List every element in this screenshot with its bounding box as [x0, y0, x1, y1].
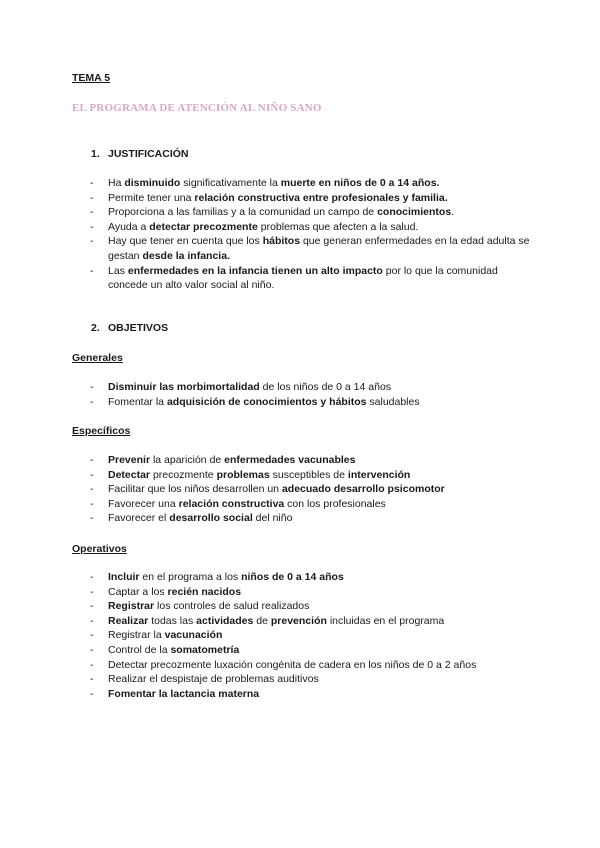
section-title: JUSTIFICACIÓN: [108, 148, 189, 160]
section-heading-objetivos: [91, 322, 168, 334]
list-item: [72, 658, 532, 673]
text: de los niños de 0 a 14 años: [259, 381, 392, 393]
dash-bullet: -: [90, 454, 94, 466]
section-number: 2.: [91, 322, 100, 334]
text: que generan enfermedades en la edad adulta se gestan: [108, 235, 530, 262]
bold-text: desde la infancia.: [142, 249, 230, 262]
text: Realizar el despistaje de problemas auditivos: [108, 673, 319, 686]
list-item: [72, 234, 532, 263]
text: Proporciona a las familias y a la comunidad un campo de: [108, 206, 378, 219]
dash-bullet: -: [90, 235, 94, 248]
list-item: [72, 511, 532, 526]
list-item: [72, 482, 532, 497]
tema-heading: TEMA 5: [72, 72, 111, 84]
dash-bullet: -: [90, 673, 94, 686]
text: Favorecer una: [108, 497, 179, 510]
bold-text: disminuido: [124, 177, 181, 189]
text: de: [253, 614, 271, 627]
text: saludables: [366, 395, 420, 408]
list-item: [72, 468, 532, 483]
dash-bullet: -: [90, 468, 94, 481]
list-item: [72, 453, 532, 468]
bold-text: intervención: [347, 468, 411, 481]
list-item: [72, 176, 532, 191]
bold-text: adecuado desarrollo psicomotor: [281, 483, 445, 496]
bold-text: Registrar: [108, 600, 155, 613]
program-title: EL PROGRAMA DE ATENCIÓN AL NIÑO SANO: [72, 102, 322, 114]
dash-bullet: -: [90, 658, 94, 671]
list-item: [72, 220, 532, 235]
dash-bullet: -: [90, 220, 94, 233]
dash-bullet: -: [90, 687, 94, 700]
dash-bullet: -: [90, 585, 94, 598]
bold-text: desarrollo social: [169, 512, 253, 525]
list-item: [72, 599, 532, 614]
list-item: [72, 395, 532, 410]
bold-text: somatometría: [170, 643, 240, 656]
text: Favorecer el: [108, 512, 170, 525]
text: Control de la: [108, 643, 171, 656]
text: los controles de salud realizados: [154, 600, 310, 613]
bold-text: Fomentar la lactancia materna: [108, 687, 260, 700]
bold-text: recién nacidos: [167, 585, 242, 598]
dash-bullet: -: [90, 206, 94, 219]
dash-bullet: -: [90, 264, 94, 277]
dash-bullet: -: [90, 512, 94, 525]
list-item: [72, 570, 532, 585]
text: Las: [108, 264, 128, 277]
subheading-especificos: Específicos: [72, 425, 131, 437]
text: Ha: [108, 177, 125, 189]
bold-text: Prevenir: [108, 454, 151, 466]
text: Hay que tener en cuenta que los: [108, 235, 263, 248]
dash-bullet: -: [90, 497, 94, 510]
section-title: OBJETIVOS: [108, 322, 169, 334]
text: la aparición de: [150, 454, 225, 466]
operativos-list: [72, 570, 532, 701]
dash-bullet: -: [90, 571, 94, 583]
justificacion-list: [72, 176, 532, 293]
text: .: [451, 206, 455, 219]
dash-bullet: -: [90, 177, 94, 189]
text: del niño: [252, 512, 293, 525]
list-item: [72, 205, 532, 220]
text: incluidas en el programa: [326, 614, 445, 627]
list-item: [72, 628, 532, 643]
list-item: [72, 672, 532, 687]
text: problemas que afecten a la salud.: [257, 220, 419, 233]
text: Permite tener una: [108, 191, 195, 204]
bold-text: relación constructiva entre profesionales y familia.: [194, 191, 448, 204]
dash-bullet: -: [90, 191, 94, 204]
text: por lo que la comunidad concede un alto valor social al niño.: [108, 264, 498, 292]
dash-bullet: -: [90, 614, 94, 627]
list-item: [72, 497, 532, 512]
text: significativamente la: [180, 177, 281, 189]
text: Fomentar la: [108, 395, 167, 408]
dash-bullet: -: [90, 395, 94, 408]
list-item: [72, 614, 532, 629]
bold-text: problemas: [216, 468, 270, 481]
list-item: [72, 264, 532, 293]
dash-bullet: -: [90, 643, 94, 656]
text: precozmente: [150, 468, 217, 481]
dash-bullet: -: [90, 600, 94, 613]
text: todas las: [148, 614, 197, 627]
bold-text: actividades: [196, 614, 254, 627]
text: Captar a los: [108, 585, 168, 598]
bold-text: enfermedades vacunables: [224, 454, 356, 466]
bold-text: Disminuir las morbimortalidad: [108, 381, 260, 393]
bold-text: Realizar: [108, 614, 149, 627]
bold-text: detectar precozmente: [149, 220, 258, 233]
especificos-list: [72, 453, 532, 526]
text: susceptibles de: [269, 468, 348, 481]
text: en el programa a los: [139, 571, 242, 583]
bold-text: conocimientos: [377, 206, 452, 219]
bold-text: adquisición de conocimientos y hábitos: [166, 395, 367, 408]
list-item: [72, 643, 532, 658]
bold-text: niños de 0 a 14 años: [241, 571, 344, 583]
bold-text: relación constructiva: [178, 497, 285, 510]
list-item: [72, 585, 532, 600]
bold-text: Incluir: [108, 571, 140, 583]
bold-text: vacunación: [164, 629, 223, 642]
text: Detectar precozmente luxación congénita de cadera en los niños de 0 a 2 años: [108, 658, 477, 671]
subheading-generales: Generales: [72, 352, 123, 364]
text: Ayuda a: [108, 220, 150, 233]
bold-text: hábitos: [262, 235, 301, 248]
section-number: 1.: [91, 148, 100, 160]
subheading-operativos: Operativos: [72, 543, 127, 555]
dash-bullet: -: [90, 629, 94, 642]
list-item: [72, 380, 532, 395]
bold-text: Detectar: [108, 468, 151, 481]
list-item: [72, 687, 532, 702]
text: con los profesionales: [284, 497, 386, 510]
dash-bullet: -: [90, 381, 94, 393]
bold-text: prevención: [270, 614, 327, 627]
text: Facilitar que los niños desarrollen un: [108, 483, 282, 496]
generales-list: [72, 380, 532, 409]
bold-text: muerte en niños de 0 a 14 años.: [280, 177, 440, 189]
text: Registrar la: [108, 629, 165, 642]
bold-text: enfermedades en la infancia tienen un alto impacto: [127, 264, 383, 277]
list-item: [72, 191, 532, 206]
dash-bullet: -: [90, 483, 94, 496]
section-heading-justificacion: [91, 148, 189, 160]
